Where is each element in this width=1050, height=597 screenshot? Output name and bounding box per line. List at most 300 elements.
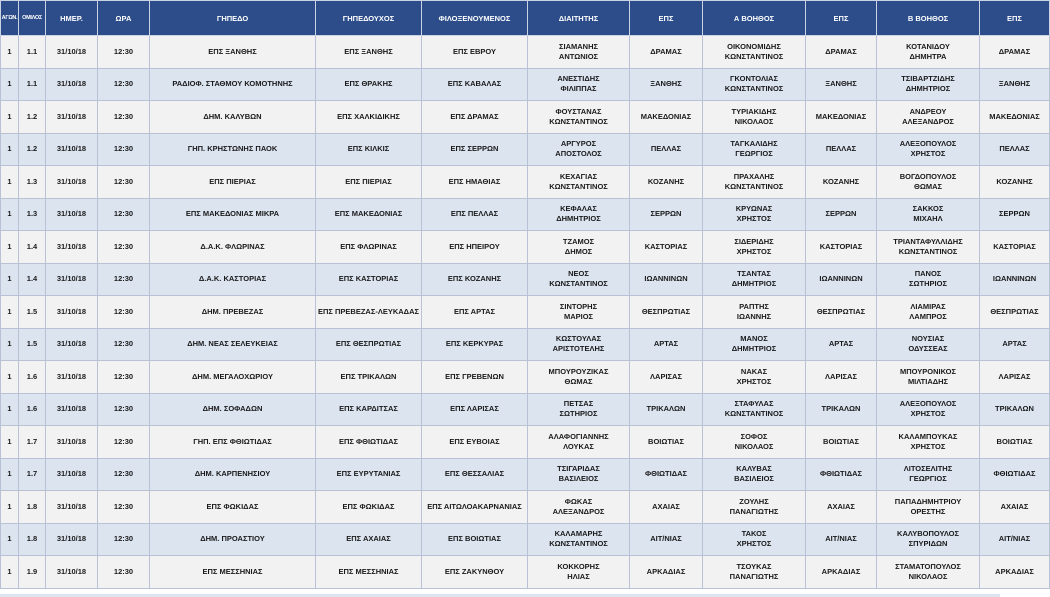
assistant-a-cell-line-2: ΝΙΚΟΛΑΟΣ xyxy=(734,441,774,451)
referee-cell-line-2: ΚΩΝΣΤΑΝΤΙΝΟΣ xyxy=(549,116,608,126)
match-number-cell xyxy=(1,36,19,69)
assistant-b-cell xyxy=(877,361,980,394)
referee-cell-line-1: ΚΟΚΚΟΡΗΣ xyxy=(557,561,600,571)
referee-cell xyxy=(528,296,630,329)
referee-eps-cell xyxy=(630,458,703,491)
referee-eps-cell-text: ΚΑΣΤΟΡΙΑΣ xyxy=(644,241,688,251)
assistant-a-cell-line-1: ΠΡΑΧΑΛΗΣ xyxy=(733,171,775,181)
away-team-cell xyxy=(422,426,528,459)
away-team-cell-text: ΕΠΣ ΛΑΡΙΣΑΣ xyxy=(450,404,499,414)
assistant-b-cell-line-1: ΝΟΥΣΙΑΣ xyxy=(911,334,945,344)
home-team-cell xyxy=(316,133,422,166)
assistant-b-cell-line-2: ΚΩΝΣΤΑΝΤΙΝΟΣ xyxy=(898,246,958,256)
referee-eps-cell-text: ΙΩΑΝΝΙΝΩΝ xyxy=(644,274,688,284)
referee-eps-cell xyxy=(630,328,703,361)
date-cell-text: 31/10/18 xyxy=(56,274,87,284)
match-number-cell-text: 1 xyxy=(7,566,12,576)
assistant-b-cell-line-1: ΛΙΑΜΙΡΑΣ xyxy=(910,301,946,311)
referee-cell xyxy=(528,393,630,426)
assistant-a-eps-cell-text: ΑΡΚΑΔΙΑΣ xyxy=(821,566,861,576)
assistant-a-eps-cell-text: ΜΑΚΕΔΟΝΙΑΣ xyxy=(815,111,867,121)
referee-cell-line-2: ΑΛΕΞΑΝΔΡΟΣ xyxy=(552,506,605,516)
assistant-b-eps-cell-text: ΚΑΣΤΟΡΙΑΣ xyxy=(993,241,1036,251)
referee-cell-line-2: ΑΝΤΩΝΙΟΣ xyxy=(558,51,599,61)
assistant-a-cell-line-2: ΚΩΝΣΤΑΝΤΙΝΟΣ xyxy=(724,181,784,191)
assistant-a-cell-line-2: ΚΩΝΣΤΑΝΤΙΝΟΣ xyxy=(724,409,784,419)
away-team-cell-text: ΕΠΣ ΔΡΑΜΑΣ xyxy=(450,111,499,121)
referee-eps-cell xyxy=(630,393,703,426)
header-assistant-b-eps: ΕΠΣ xyxy=(980,1,1050,36)
home-team-cell-text: ΕΠΣ ΚΑΣΤΟΡΙΑΣ xyxy=(338,274,399,284)
date-cell xyxy=(46,393,98,426)
group-cell-text: 1.2 xyxy=(26,111,38,121)
date-cell xyxy=(46,491,98,524)
header-venue: ΓΗΠΕΔΟ xyxy=(150,1,316,36)
referee-cell-line-1: ΜΠΟΥΡΟΥΖΙΚΑΣ xyxy=(548,366,609,376)
referee-cell-line-2: ΗΛΙΑΣ xyxy=(567,571,590,581)
assistant-a-eps-cell xyxy=(806,101,877,134)
assistant-a-eps-cell-text: ΑΙΤ/ΝΙΑΣ xyxy=(825,534,857,544)
home-team-cell-text: ΕΠΣ ΑΧΑΙΑΣ xyxy=(346,534,391,544)
assistant-a-cell-line-1: ΤΣΑΝΤΑΣ xyxy=(737,269,771,279)
assistant-b-cell-line-1: ΒΟΓΔΟΠΟΥΛΟΣ xyxy=(899,171,957,181)
assistant-a-eps-cell-text: ΒΟΙΩΤΙΑΣ xyxy=(823,436,859,446)
assistant-a-cell-line-2: ΝΙΚΟΛΑΟΣ xyxy=(734,116,774,126)
match-number-cell-text: 1 xyxy=(7,111,12,121)
assistant-b-cell-line-2: ΟΡΕΣΤΗΣ xyxy=(910,506,946,516)
home-team-cell-text: ΕΠΣ ΠΙΕΡΙΑΣ xyxy=(345,176,392,186)
assistant-a-eps-cell-text: ΞΑΝΘΗΣ xyxy=(825,79,857,89)
venue-cell-text: ΕΠΣ ΠΙΕΡΙΑΣ xyxy=(209,176,256,186)
assistant-a-cell xyxy=(703,68,806,101)
assistant-b-cell-line-2: ΝΙΚΟΛΑΟΣ xyxy=(908,571,948,581)
assistant-a-cell-line-2: ΒΑΣΙΛΕΙΟΣ xyxy=(734,474,774,484)
assistant-a-cell-line-2: ΧΡΗΣΤΟΣ xyxy=(736,214,772,224)
group-cell xyxy=(19,393,46,426)
assistant-a-cell-line-2: ΚΩΝΣΤΑΝΤΙΝΟΣ xyxy=(724,84,784,94)
venue-cell-text: ΔΗΜ. ΚΑΡΠΕΝΗΣΙΟΥ xyxy=(194,469,271,479)
assistant-b-eps-cell-text: ΞΑΝΘΗΣ xyxy=(998,79,1031,89)
date-cell-text: 31/10/18 xyxy=(56,144,87,154)
home-team-cell-text: ΕΠΣ ΜΕΣΣΗΝΙΑΣ xyxy=(338,566,399,576)
home-team-cell xyxy=(316,393,422,426)
group-cell-text: 1.5 xyxy=(26,306,38,316)
table-row xyxy=(1,263,1050,296)
header-referee: ΔΙΑΙΤΗΤΗΣ xyxy=(528,1,630,36)
assistant-b-cell xyxy=(877,263,980,296)
away-team-cell-text: ΕΠΣ ΗΜΑΘΙΑΣ xyxy=(448,176,501,186)
home-team-cell xyxy=(316,36,422,69)
assistant-a-eps-cell xyxy=(806,556,877,589)
home-team-cell-text: ΕΠΣ ΤΡΙΚΑΛΩΝ xyxy=(340,371,397,381)
assistant-b-cell xyxy=(877,231,980,264)
away-team-cell-text: ΕΠΣ ΘΕΣΣΑΛΙΑΣ xyxy=(444,469,505,479)
match-number-cell-text: 1 xyxy=(7,534,12,544)
assistant-b-eps-cell-text: ΚΟΖΑΝΗΣ xyxy=(996,176,1033,186)
table-row xyxy=(1,491,1050,524)
referee-eps-cell xyxy=(630,231,703,264)
referee-eps-cell xyxy=(630,491,703,524)
group-cell xyxy=(19,361,46,394)
assistant-a-cell-line-1: ΓΚΟΝΤΟΛΙΑΣ xyxy=(730,74,778,84)
assistant-b-eps-cell-text: ΜΑΚΕΔΟΝΙΑΣ xyxy=(989,111,1040,121)
assistant-a-cell-line-1: ΤΣΟΥΚΑΣ xyxy=(736,561,772,571)
assistant-a-cell-line-2: ΠΑΝΑΓΙΩΤΗΣ xyxy=(729,506,779,516)
date-cell xyxy=(46,458,98,491)
match-number-cell-text: 1 xyxy=(7,209,12,219)
assistant-a-cell xyxy=(703,263,806,296)
venue-cell xyxy=(150,458,316,491)
assistant-a-cell xyxy=(703,426,806,459)
referee-cell-line-1: ΣΙΝΤΟΡΗΣ xyxy=(559,301,598,311)
referee-cell-line-1: ΑΡΓΥΡΟΣ xyxy=(560,139,597,149)
assistant-b-eps-cell xyxy=(980,458,1050,491)
home-team-cell xyxy=(316,523,422,556)
time-cell xyxy=(98,231,150,264)
match-number-cell xyxy=(1,166,19,199)
home-team-cell xyxy=(316,491,422,524)
date-cell-text: 31/10/18 xyxy=(56,436,87,446)
time-cell-text: 12:30 xyxy=(113,371,134,381)
assistant-a-cell-line-2: ΧΡΗΣΤΟΣ xyxy=(736,246,772,256)
assistant-a-eps-cell-text: ΣΕΡΡΩΝ xyxy=(825,209,857,219)
home-team-cell xyxy=(316,296,422,329)
away-team-cell-text: ΕΠΣ ΑΙΤΩΛΟΑΚΑΡΝΑΝΙΑΣ xyxy=(427,501,522,511)
time-cell-text: 12:30 xyxy=(113,176,134,186)
assistant-b-cell xyxy=(877,198,980,231)
group-cell-text: 1.5 xyxy=(26,339,38,349)
date-cell xyxy=(46,231,98,264)
table-row xyxy=(1,393,1050,426)
table-row xyxy=(1,231,1050,264)
assistant-a-cell xyxy=(703,556,806,589)
referee-eps-cell-text: ΑΧΑΙΑΣ xyxy=(652,501,680,511)
header-athlima: ΑΓΩΝ. xyxy=(1,1,19,36)
home-team-cell xyxy=(316,426,422,459)
match-number-cell xyxy=(1,263,19,296)
assistant-a-cell xyxy=(703,491,806,524)
assistant-a-eps-cell xyxy=(806,523,877,556)
header-away: ΦΙΛΟΞΕΝΟΥΜΕΝΟΣ xyxy=(422,1,528,36)
match-number-cell-text: 1 xyxy=(7,404,12,414)
referee-eps-cell xyxy=(630,296,703,329)
date-cell xyxy=(46,523,98,556)
assistant-a-cell xyxy=(703,198,806,231)
date-cell xyxy=(46,68,98,101)
header-time: ΩΡΑ xyxy=(98,1,150,36)
header-assistant-a-eps: ΕΠΣ xyxy=(806,1,877,36)
match-number-cell-text: 1 xyxy=(7,274,12,284)
match-number-cell xyxy=(1,458,19,491)
assistant-b-cell xyxy=(877,491,980,524)
assistant-b-eps-cell xyxy=(980,393,1050,426)
home-team-cell-text: ΕΠΣ ΚΑΡΔΙΤΣΑΣ xyxy=(339,404,398,414)
referee-cell xyxy=(528,491,630,524)
assistant-b-eps-cell-text: ΦΘΙΩΤΙΔΑΣ xyxy=(993,469,1036,479)
away-team-cell-text: ΕΠΣ ΠΕΛΛΑΣ xyxy=(450,209,499,219)
assistant-a-cell-line-2: ΚΩΝΣΤΑΝΤΙΝΟΣ xyxy=(724,51,784,61)
referee-cell-line-2: ΘΩΜΑΣ xyxy=(564,376,593,386)
venue-cell-text: ΕΠΣ ΜΕΣΣΗΝΙΑΣ xyxy=(202,566,263,576)
away-team-cell xyxy=(422,393,528,426)
assistant-b-cell-line-2: ΧΡΗΣΤΟΣ xyxy=(910,149,946,159)
referee-cell xyxy=(528,166,630,199)
date-cell-text: 31/10/18 xyxy=(56,46,87,56)
referee-cell xyxy=(528,556,630,589)
assistant-b-cell-line-2: ΟΔΥΣΣΕΑΣ xyxy=(908,344,948,354)
away-team-cell-text: ΕΠΣ ΖΑΚΥΝΘΟΥ xyxy=(444,566,505,576)
assistant-b-cell-line-2: ΣΠΥΡΙΔΩΝ xyxy=(908,539,948,549)
away-team-cell xyxy=(422,231,528,264)
venue-cell xyxy=(150,393,316,426)
venue-cell xyxy=(150,361,316,394)
away-team-cell xyxy=(422,166,528,199)
venue-cell-text: ΔΗΜ. ΣΟΦΑΔΩΝ xyxy=(202,404,263,414)
home-team-cell xyxy=(316,263,422,296)
referee-eps-cell-text: ΑΡΤΑΣ xyxy=(653,339,679,349)
referee-eps-cell xyxy=(630,198,703,231)
referee-cell xyxy=(528,68,630,101)
venue-cell xyxy=(150,328,316,361)
match-number-cell-text: 1 xyxy=(7,339,12,349)
time-cell-text: 12:30 xyxy=(113,469,134,479)
table-row xyxy=(1,166,1050,199)
assistant-b-eps-cell xyxy=(980,523,1050,556)
venue-cell-text: ΔΗΜ. ΜΕΓΑΛΟΧΩΡΙΟΥ xyxy=(192,371,273,381)
match-number-cell xyxy=(1,231,19,264)
assistant-b-eps-cell-text: ΤΡΙΚΑΛΩΝ xyxy=(995,404,1034,414)
table-row xyxy=(1,556,1050,589)
group-cell-text: 1.6 xyxy=(26,371,38,381)
assistant-b-cell-line-2: ΘΩΜΑΣ xyxy=(913,181,942,191)
date-cell xyxy=(46,328,98,361)
assistant-a-eps-cell-text: ΑΡΤΑΣ xyxy=(828,339,854,349)
time-cell-text: 12:30 xyxy=(113,404,134,414)
assistant-b-eps-cell xyxy=(980,556,1050,589)
assistant-a-eps-cell xyxy=(806,491,877,524)
time-cell xyxy=(98,556,150,589)
assistant-b-eps-cell xyxy=(980,328,1050,361)
home-team-cell xyxy=(316,166,422,199)
match-number-cell xyxy=(1,68,19,101)
assistant-a-cell xyxy=(703,296,806,329)
match-number-cell xyxy=(1,198,19,231)
table-row xyxy=(1,198,1050,231)
referee-cell-line-1: ΠΕΤΣΑΣ xyxy=(563,399,594,409)
group-cell xyxy=(19,36,46,69)
assistant-a-cell xyxy=(703,231,806,264)
away-team-cell xyxy=(422,101,528,134)
group-cell-text: 1.1 xyxy=(26,79,38,89)
group-cell xyxy=(19,231,46,264)
date-cell-text: 31/10/18 xyxy=(56,79,87,89)
referee-cell-line-1: ΤΣΙΓΑΡΙΔΑΣ xyxy=(557,464,600,474)
time-cell xyxy=(98,166,150,199)
date-cell xyxy=(46,133,98,166)
group-cell xyxy=(19,458,46,491)
assistant-a-eps-cell xyxy=(806,68,877,101)
referee-cell-line-2: ΚΩΝΣΤΑΝΤΙΝΟΣ xyxy=(549,539,608,549)
assistant-a-eps-cell xyxy=(806,198,877,231)
assistant-a-eps-cell-text: ΘΕΣΠΡΩΤΙΑΣ xyxy=(816,306,866,316)
assistant-b-eps-cell xyxy=(980,166,1050,199)
away-team-cell-text: ΕΠΣ ΓΡΕΒΕΝΩΝ xyxy=(445,371,504,381)
away-team-cell xyxy=(422,36,528,69)
assistant-a-cell-line-1: ΣΤΑΦΥΛΑΣ xyxy=(734,399,774,409)
date-cell-text: 31/10/18 xyxy=(56,371,87,381)
home-team-cell-text: ΕΠΣ ΕΥΡΥΤΑΝΙΑΣ xyxy=(336,469,401,479)
referee-eps-cell-text: ΒΟΙΩΤΙΑΣ xyxy=(648,436,684,446)
assistant-b-cell-line-2: ΓΕΩΡΓΙΟΣ xyxy=(909,474,947,484)
assistant-a-cell-line-1: ΤΑΓΚΑΛΙΔΗΣ xyxy=(730,139,778,149)
match-number-cell xyxy=(1,491,19,524)
away-team-cell xyxy=(422,133,528,166)
date-cell-text: 31/10/18 xyxy=(56,111,87,121)
match-number-cell-text: 1 xyxy=(7,144,12,154)
assistant-a-cell-line-1: ΤΑΚΟΣ xyxy=(741,529,767,539)
date-cell xyxy=(46,426,98,459)
venue-cell xyxy=(150,523,316,556)
venue-cell-text: ΕΠΣ ΜΑΚΕΔΟΝΙΑΣ ΜΙΚΡΑ xyxy=(185,209,280,219)
assistant-a-cell-line-1: ΜΑΝΟΣ xyxy=(740,334,768,344)
table-row xyxy=(1,68,1050,101)
assistant-a-cell-line-1: ΣΟΦΟΣ xyxy=(740,431,768,441)
referee-cell-line-1: ΚΑΛΑΜΑΡΗΣ xyxy=(554,529,603,539)
assistant-b-cell xyxy=(877,36,980,69)
match-number-cell xyxy=(1,328,19,361)
referee-eps-cell-text: ΣΕΡΡΩΝ xyxy=(650,209,682,219)
assistant-b-cell-line-2: ΜΙΧΑΗΛ xyxy=(913,214,943,224)
referee-cell-line-1: ΣΙΑΜΑΝΗΣ xyxy=(559,41,598,51)
assistant-b-cell xyxy=(877,458,980,491)
time-cell xyxy=(98,426,150,459)
date-cell xyxy=(46,101,98,134)
assistant-b-cell xyxy=(877,426,980,459)
assistant-a-cell xyxy=(703,133,806,166)
assistant-a-cell-line-1: ΖΟΥΛΗΣ xyxy=(739,496,769,506)
referee-cell-line-2: ΒΑΣΙΛΕΙΟΣ xyxy=(558,474,599,484)
time-cell-text: 12:30 xyxy=(113,274,134,284)
home-team-cell-text: ΕΠΣ ΜΑΚΕΔΟΝΙΑΣ xyxy=(334,209,403,219)
referee-cell-line-2: ΚΩΝΣΤΑΝΤΙΝΟΣ xyxy=(549,279,608,289)
assistant-a-cell-line-2: ΧΡΗΣΤΟΣ xyxy=(736,376,772,386)
date-cell-text: 31/10/18 xyxy=(56,404,87,414)
assistant-a-eps-cell-text: ΑΧΑΙΑΣ xyxy=(827,501,855,511)
assistant-b-cell-line-2: ΧΡΗΣΤΟΣ xyxy=(910,441,946,451)
match-number-cell-text: 1 xyxy=(7,469,12,479)
away-team-cell xyxy=(422,198,528,231)
assistant-a-cell xyxy=(703,393,806,426)
home-team-cell xyxy=(316,231,422,264)
assistant-b-eps-cell xyxy=(980,198,1050,231)
time-cell-text: 12:30 xyxy=(113,111,134,121)
table-row xyxy=(1,458,1050,491)
time-cell xyxy=(98,133,150,166)
assistant-a-cell-line-2: ΠΑΝΑΓΙΩΤΗΣ xyxy=(729,571,779,581)
assistant-b-cell xyxy=(877,68,980,101)
date-cell-text: 31/10/18 xyxy=(56,241,87,251)
venue-cell xyxy=(150,231,316,264)
assistant-a-eps-cell xyxy=(806,166,877,199)
assistant-b-eps-cell-text: ΔΡΑΜΑΣ xyxy=(998,46,1031,56)
group-cell xyxy=(19,166,46,199)
venue-cell-text: Δ.Α.Κ. ΚΑΣΤΟΡΙΑΣ xyxy=(198,274,267,284)
referee-eps-cell xyxy=(630,361,703,394)
venue-cell-text: ΔΗΜ. ΚΑΛΥΒΩΝ xyxy=(203,111,262,121)
match-number-cell xyxy=(1,426,19,459)
assistant-a-cell xyxy=(703,361,806,394)
assistant-b-cell-line-1: ΤΡΙΑΝΤΑΦΥΛΛΙΔΗΣ xyxy=(893,236,963,246)
referee-cell-line-2: ΜΑΡΙΟΣ xyxy=(563,311,594,321)
referee-eps-cell xyxy=(630,133,703,166)
referee-eps-cell xyxy=(630,36,703,69)
group-cell xyxy=(19,101,46,134)
assistant-a-cell-line-2: ΧΡΗΣΤΟΣ xyxy=(736,539,772,549)
assistant-b-eps-cell xyxy=(980,231,1050,264)
group-cell xyxy=(19,556,46,589)
away-team-cell-text: ΕΠΣ ΒΟΙΩΤΙΑΣ xyxy=(448,534,501,544)
assistant-a-cell-line-1: ΟΙΚΟΝΟΜΙΔΗΣ xyxy=(727,41,781,51)
assistant-b-cell-line-1: ΠΑΝΟΣ xyxy=(914,269,942,279)
referee-eps-cell xyxy=(630,556,703,589)
header-assistant-a: Α ΒΟΗΘΟΣ xyxy=(703,1,806,36)
date-cell xyxy=(46,361,98,394)
assistant-a-cell xyxy=(703,166,806,199)
referee-cell-line-1: ΦΟΥΣΤΑΝΑΣ xyxy=(555,106,602,116)
referee-cell xyxy=(528,426,630,459)
date-cell-text: 31/10/18 xyxy=(56,339,87,349)
referee-cell xyxy=(528,36,630,69)
referee-cell-line-1: ΚΩΣΤΟΥΛΑΣ xyxy=(555,334,602,344)
referee-cell-line-2: ΔΗΜΗΤΡΙΟΣ xyxy=(556,214,601,224)
assistant-a-cell-line-1: ΤΥΡΙΑΚΙΔΗΣ xyxy=(731,106,777,116)
venue-cell-text: ΕΠΣ ΞΑΝΘΗΣ xyxy=(208,46,257,56)
home-team-cell xyxy=(316,101,422,134)
assistant-a-eps-cell-text: ΚΑΣΤΟΡΙΑΣ xyxy=(819,241,863,251)
assistant-b-eps-cell-text: ΑΧΑΙΑΣ xyxy=(1000,501,1029,511)
group-cell-text: 1.6 xyxy=(26,404,38,414)
time-cell-text: 12:30 xyxy=(113,306,134,316)
date-cell-text: 31/10/18 xyxy=(56,176,87,186)
referee-eps-cell-text: ΦΘΙΩΤΙΔΑΣ xyxy=(644,469,688,479)
home-team-cell xyxy=(316,556,422,589)
venue-cell-text: ΡΑΔΙΟΦ. ΣΤΑΘΜΟΥ ΚΟΜΟΤΗΝΗΣ xyxy=(172,79,293,89)
table-row xyxy=(1,36,1050,69)
assistant-a-eps-cell xyxy=(806,328,877,361)
away-team-cell xyxy=(422,68,528,101)
referee-eps-cell xyxy=(630,426,703,459)
table-row xyxy=(1,133,1050,166)
assistant-a-eps-cell-text: ΦΘΙΩΤΙΔΑΣ xyxy=(819,469,863,479)
assistant-b-eps-cell-text: ΠΕΛΛΑΣ xyxy=(999,144,1030,154)
table-row xyxy=(1,101,1050,134)
assistant-a-eps-cell-text: ΛΑΡΙΣΑΣ xyxy=(825,371,857,381)
time-cell xyxy=(98,68,150,101)
time-cell-text: 12:30 xyxy=(113,144,134,154)
assistant-b-cell-line-1: ΑΛΕΞΟΠΟΥΛΟΣ xyxy=(899,399,957,409)
group-cell-text: 1.1 xyxy=(26,46,38,56)
referee-cell-line-2: ΛΟΥΚΑΣ xyxy=(563,441,594,451)
time-cell xyxy=(98,393,150,426)
date-cell xyxy=(46,263,98,296)
assistant-a-eps-cell xyxy=(806,458,877,491)
away-team-cell-text: ΕΠΣ ΑΡΤΑΣ xyxy=(453,306,496,316)
assistant-b-cell xyxy=(877,296,980,329)
away-team-cell xyxy=(422,263,528,296)
assistant-b-cell-line-1: ΚΑΛΑΜΠΟΥΚΑΣ xyxy=(898,431,958,441)
group-cell-text: 1.8 xyxy=(26,501,38,511)
assistant-b-eps-cell xyxy=(980,68,1050,101)
